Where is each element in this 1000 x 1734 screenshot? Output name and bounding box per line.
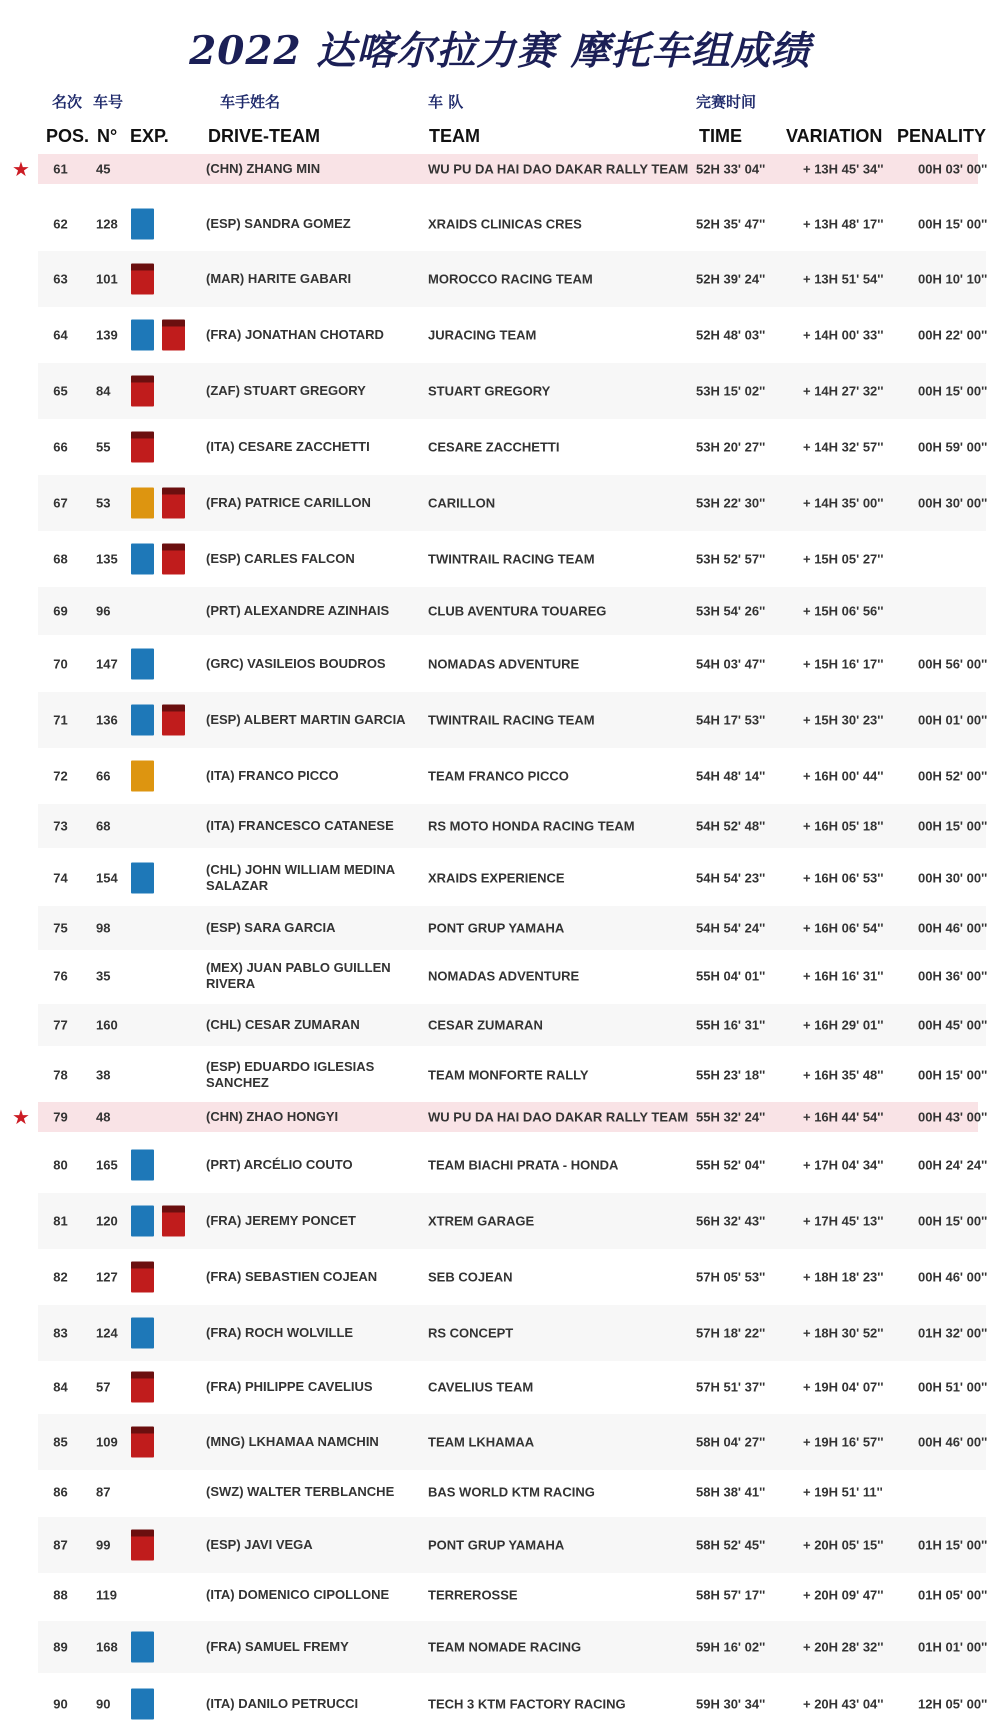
row-time: 52H 35' 47'' <box>696 216 766 232</box>
table-row <box>38 307 986 363</box>
row-number: 45 <box>96 161 111 177</box>
row-driver: (ESP) CARLES FALCON <box>206 551 355 566</box>
row-variation: + 13H 48' 17'' <box>803 216 884 232</box>
row-team: TEAM BIACHI PRATA - HONDA <box>428 1157 619 1173</box>
row-variation: + 16H 16' 31'' <box>803 968 884 984</box>
row-driver: (CHL) JOHN WILLIAM MEDINA SALAZAR <box>206 862 395 893</box>
row-variation: + 14H 32' 57'' <box>803 439 884 455</box>
row-pos: 65 <box>53 383 68 399</box>
row-number: 154 <box>96 870 118 886</box>
row-team: TEAM LKHAMAA <box>428 1434 535 1450</box>
row-team: XTREM GARAGE <box>428 1213 535 1229</box>
row-penalty: 00H 30' 00'' <box>918 495 988 511</box>
header-time: TIME <box>699 126 742 146</box>
row-driver: (ITA) CESARE ZACCHETTI <box>206 439 370 454</box>
row-driver: (SWZ) WALTER TERBLANCHE <box>206 1484 395 1499</box>
row-driver: (ESP) SARA GARCIA <box>206 920 336 935</box>
red-experience-badge-icon <box>162 320 185 351</box>
row-penalty: 12H 05' 00'' <box>918 1696 988 1712</box>
table-row <box>38 1414 986 1470</box>
row-team: TEAM MONFORTE RALLY <box>428 1067 589 1083</box>
row-penalty: 00H 46' 00'' <box>918 920 988 936</box>
header-exp: EXP. <box>130 126 169 146</box>
row-number: 127 <box>96 1269 118 1285</box>
blue-experience-badge-icon <box>131 1206 154 1237</box>
row-pos: 78 <box>53 1067 68 1083</box>
row-pos: 74 <box>53 870 68 886</box>
row-number: 57 <box>96 1379 111 1395</box>
row-number: 119 <box>96 1587 117 1603</box>
row-penalty: 00H 52' 00'' <box>918 768 988 784</box>
red-experience-badge-icon <box>131 1262 154 1293</box>
row-time: 59H 16' 02'' <box>696 1639 766 1655</box>
header-pos: POS. <box>46 126 90 146</box>
row-driver: (GRC) VASILEIOS BOUDROS <box>206 656 386 671</box>
row-number: 160 <box>96 1017 118 1033</box>
row-pos: 90 <box>53 1696 68 1712</box>
row-penalty: 00H 51' 00'' <box>918 1379 988 1395</box>
row-penalty: 00H 03' 00'' <box>918 161 988 177</box>
row-time: 53H 22' 30'' <box>696 495 766 511</box>
row-team: CESARE ZACCHETTI <box>428 439 560 455</box>
table-row <box>38 1621 986 1673</box>
row-time: 54H 48' 14'' <box>696 768 766 784</box>
row-number: 96 <box>96 603 111 619</box>
row-pos: 76 <box>53 968 68 984</box>
row-team: JURACING TEAM <box>428 327 537 343</box>
row-pos: 71 <box>53 712 68 728</box>
table-row <box>38 1676 986 1732</box>
row-pos: 69 <box>53 603 68 619</box>
row-time: 58H 04' 27'' <box>696 1434 766 1450</box>
row-variation: + 15H 30' 23'' <box>803 712 884 728</box>
row-variation: + 19H 51' 11'' <box>803 1484 883 1500</box>
table-row <box>38 531 986 587</box>
row-penalty: 00H 46' 00'' <box>918 1269 988 1285</box>
row-pos: 75 <box>53 920 68 936</box>
row-variation: + 15H 05' 27'' <box>803 551 884 567</box>
row-time: 54H 03' 47'' <box>696 656 766 672</box>
row-driver: (PRT) ALEXANDRE AZINHAIS <box>206 603 390 618</box>
blue-experience-badge-icon <box>131 1318 154 1349</box>
red-experience-badge-icon <box>131 1530 154 1561</box>
row-driver: (FRA) PHILIPPE CAVELIUS <box>206 1379 373 1394</box>
blue-experience-badge-icon <box>131 1150 154 1181</box>
row-pos: 73 <box>53 818 68 834</box>
row-variation: + 16H 29' 01'' <box>803 1017 884 1033</box>
row-driver: (FRA) ROCH WOLVILLE <box>206 1325 354 1340</box>
row-time: 55H 04' 01'' <box>696 968 766 984</box>
header-driver: DRIVE-TEAM <box>208 126 320 146</box>
red-experience-badge-icon <box>131 1427 154 1458</box>
row-driver: (ITA) DOMENICO CIPOLLONE <box>206 1587 390 1602</box>
row-variation: + 16H 06' 53'' <box>803 870 884 886</box>
row-team: XRAIDS CLINICAS CRES <box>428 216 582 232</box>
row-number: 135 <box>96 551 118 567</box>
row-pos: 86 <box>53 1484 68 1500</box>
row-variation: + 16H 05' 18'' <box>803 818 884 834</box>
row-time: 54H 52' 48'' <box>696 818 766 834</box>
star-icon: ★ <box>12 1105 30 1129</box>
row-pos: 77 <box>53 1017 68 1033</box>
page-title: 2022 达喀尔拉力赛 摩托车组成绩 <box>189 28 811 74</box>
row-pos: 70 <box>53 656 68 672</box>
blue-experience-badge-icon <box>131 1689 154 1720</box>
row-team: TEAM NOMADE RACING <box>428 1639 582 1655</box>
table-row <box>38 251 986 307</box>
row-penalty: 01H 05' 00'' <box>918 1587 988 1603</box>
red-experience-badge-icon <box>131 432 154 463</box>
row-penalty: 00H 15' 00'' <box>918 216 988 232</box>
row-variation: + 15H 16' 17'' <box>803 656 884 672</box>
row-driver: (FRA) SEBASTIEN COJEAN <box>206 1269 378 1284</box>
row-driver: (ITA) FRANCESCO CATANESE <box>206 818 394 833</box>
row-number: 55 <box>96 439 111 455</box>
row-driver: (ESP) ALBERT MARTIN GARCIA <box>206 712 406 727</box>
row-driver: (CHN) ZHAO HONGYI <box>206 1109 339 1124</box>
row-time: 55H 16' 31'' <box>696 1017 766 1033</box>
row-time: 53H 52' 57'' <box>696 551 766 567</box>
cn-header-driver: 车手姓名 <box>220 93 281 111</box>
row-variation: + 16H 06' 54'' <box>803 920 884 936</box>
header-num: N° <box>97 126 118 146</box>
row-number: 84 <box>96 383 111 399</box>
row-driver: (ESP) EDUARDO IGLESIAS SANCHEZ <box>206 1059 375 1090</box>
red-experience-badge-icon <box>131 1372 154 1403</box>
row-team: TWINTRAIL RACING TEAM <box>428 712 595 728</box>
row-team: RS CONCEPT <box>428 1325 514 1341</box>
table-row <box>38 475 986 531</box>
row-variation: + 17H 04' 34'' <box>803 1157 884 1173</box>
row-pos: 81 <box>53 1213 68 1229</box>
row-number: 168 <box>96 1639 118 1655</box>
row-penalty: 00H 46' 00'' <box>918 1434 988 1450</box>
row-team: CAVELIUS TEAM <box>428 1379 534 1395</box>
table-row <box>38 636 986 692</box>
table-row <box>38 1517 986 1573</box>
row-time: 52H 39' 24'' <box>696 271 766 287</box>
row-variation: + 13H 45' 34'' <box>803 161 884 177</box>
table-row <box>38 1361 986 1413</box>
row-time: 52H 33' 04'' <box>696 161 766 177</box>
row-variation: + 15H 06' 56'' <box>803 603 884 619</box>
row-team: XRAIDS EXPERIENCE <box>428 870 565 886</box>
row-driver: (FRA) JEREMY PONCET <box>206 1213 356 1228</box>
row-variation: + 20H 09' 47'' <box>803 1587 884 1603</box>
red-experience-badge-icon <box>162 488 185 519</box>
header-team: TEAM <box>429 126 480 146</box>
row-team: WU PU DA HAI DAO DAKAR RALLY TEAM <box>428 1109 689 1125</box>
row-penalty: 00H 56' 00'' <box>918 656 988 672</box>
row-team: MOROCCO RACING TEAM <box>428 271 593 287</box>
row-driver: (FRA) SAMUEL FREMY <box>206 1639 349 1654</box>
row-time: 55H 52' 04'' <box>696 1157 766 1173</box>
row-time: 55H 23' 18'' <box>696 1067 766 1083</box>
cn-header-time: 完赛时间 <box>696 93 757 111</box>
red-experience-badge-icon <box>131 376 154 407</box>
orange-experience-badge-icon <box>131 761 154 792</box>
cn-header-team: 车 队 <box>428 93 464 111</box>
row-variation: + 13H 51' 54'' <box>803 271 884 287</box>
row-number: 101 <box>96 271 118 287</box>
row-penalty: 01H 15' 00'' <box>918 1537 988 1553</box>
table-row <box>38 692 986 748</box>
row-time: 53H 20' 27'' <box>696 439 766 455</box>
row-driver: (ESP) JAVI VEGA <box>206 1537 313 1552</box>
row-team: TEAM FRANCO PICCO <box>428 768 569 784</box>
row-penalty: 00H 01' 00'' <box>918 712 988 728</box>
row-team: TWINTRAIL RACING TEAM <box>428 551 595 567</box>
row-number: 98 <box>96 920 111 936</box>
row-pos: 67 <box>53 495 68 511</box>
orange-experience-badge-icon <box>131 488 154 519</box>
table-row <box>38 748 986 804</box>
table-row <box>38 1102 988 1132</box>
red-experience-badge-icon <box>162 705 185 736</box>
row-variation: + 19H 16' 57'' <box>803 1434 884 1450</box>
blue-experience-badge-icon <box>131 209 154 240</box>
row-team: RS MOTO HONDA RACING TEAM <box>428 818 635 834</box>
row-time: 58H 57' 17'' <box>696 1587 766 1603</box>
table-row <box>38 1193 986 1249</box>
row-team: TECH 3 KTM FACTORY RACING <box>428 1696 626 1712</box>
table-row <box>38 1047 986 1103</box>
row-penalty: 00H 36' 00'' <box>918 968 988 984</box>
table-row <box>38 587 986 635</box>
blue-experience-badge-icon <box>131 705 154 736</box>
table-row <box>38 196 986 252</box>
row-variation: + 20H 28' 32'' <box>803 1639 884 1655</box>
row-driver: (ESP) SANDRA GOMEZ <box>206 216 351 231</box>
row-pos: 84 <box>53 1379 68 1395</box>
row-number: 90 <box>96 1696 111 1712</box>
row-time: 57H 51' 37'' <box>696 1379 766 1395</box>
row-penalty: 01H 32' 00'' <box>918 1325 988 1341</box>
row-penalty: 00H 43' 00'' <box>918 1109 988 1125</box>
red-experience-badge-icon <box>131 264 154 295</box>
row-pos: 83 <box>53 1325 68 1341</box>
row-team: TERREROSSE <box>428 1587 518 1603</box>
row-time: 56H 32' 43'' <box>696 1213 766 1229</box>
row-penalty: 00H 10' 10'' <box>918 271 988 287</box>
table-row <box>38 363 986 419</box>
row-variation: + 17H 45' 13'' <box>803 1213 884 1229</box>
table-row <box>38 850 986 906</box>
blue-experience-badge-icon <box>131 320 154 351</box>
blue-experience-badge-icon <box>131 863 154 894</box>
row-variation: + 19H 04' 07'' <box>803 1379 884 1395</box>
table-row <box>38 1004 986 1046</box>
row-driver: (MNG) LKHAMAA NAMCHIN <box>206 1434 379 1449</box>
cn-header-pos: 名次 <box>52 93 83 111</box>
row-number: 66 <box>96 768 111 784</box>
row-number: 87 <box>96 1484 111 1500</box>
red-experience-badge-icon <box>162 544 185 575</box>
row-time: 58H 38' 41'' <box>696 1484 766 1500</box>
row-time: 58H 52' 45'' <box>696 1537 766 1553</box>
star-icon: ★ <box>12 157 30 181</box>
row-team: CLUB AVENTURA TOUAREG <box>428 603 607 619</box>
row-number: 99 <box>96 1537 111 1553</box>
row-team: SEB COJEAN <box>428 1269 513 1285</box>
red-experience-badge-icon <box>162 1206 185 1237</box>
row-pos: 87 <box>53 1537 68 1553</box>
row-time: 52H 48' 03'' <box>696 327 766 343</box>
row-time: 54H 54' 24'' <box>696 920 766 936</box>
row-penalty: 01H 01' 00'' <box>918 1639 988 1655</box>
row-time: 53H 15' 02'' <box>696 383 766 399</box>
table-row <box>38 906 986 950</box>
cn-header-num: 车号 <box>93 93 124 111</box>
blue-experience-badge-icon <box>131 544 154 575</box>
row-team: NOMADAS ADVENTURE <box>428 968 580 984</box>
row-penalty: 00H 24' 24'' <box>918 1157 988 1173</box>
header-variation: VARIATION <box>786 126 883 146</box>
row-pos: 62 <box>53 216 68 232</box>
row-pos: 88 <box>53 1587 68 1603</box>
row-driver: (MEX) JUAN PABLO GUILLEN RIVERA <box>206 960 391 991</box>
row-team: WU PU DA HAI DAO DAKAR RALLY TEAM <box>428 161 689 177</box>
row-variation: + 16H 35' 48'' <box>803 1067 884 1083</box>
row-variation: + 14H 35' 00'' <box>803 495 884 511</box>
row-penalty: 00H 30' 00'' <box>918 870 988 886</box>
row-penalty: 00H 15' 00'' <box>918 1213 988 1229</box>
row-pos: 64 <box>53 327 68 343</box>
blue-experience-badge-icon <box>131 649 154 680</box>
row-driver: (CHN) ZHANG MIN <box>206 161 321 176</box>
table-row <box>38 1249 986 1305</box>
row-pos: 72 <box>53 768 68 784</box>
row-time: 54H 54' 23'' <box>696 870 766 886</box>
row-time: 57H 05' 53'' <box>696 1269 766 1285</box>
row-pos: 61 <box>53 161 68 177</box>
row-number: 120 <box>96 1213 118 1229</box>
row-penalty: 00H 45' 00'' <box>918 1017 988 1033</box>
table-row <box>38 1305 986 1361</box>
row-team: CESAR ZUMARAN <box>428 1017 543 1033</box>
row-number: 109 <box>96 1434 118 1450</box>
row-penalty: 00H 15' 00'' <box>918 383 988 399</box>
row-driver: (FRA) JONATHAN CHOTARD <box>206 327 384 342</box>
row-team: PONT GRUP YAMAHA <box>428 920 565 936</box>
table-row <box>38 1470 986 1514</box>
row-number: 35 <box>96 968 111 984</box>
table-row <box>38 950 986 1002</box>
row-number: 147 <box>96 656 118 672</box>
row-variation: + 16H 44' 54'' <box>803 1109 884 1125</box>
blue-experience-badge-icon <box>131 1632 154 1663</box>
header-penalty: PENALITY <box>897 126 987 146</box>
row-number: 165 <box>96 1157 118 1173</box>
row-variation: + 20H 05' 15'' <box>803 1537 884 1553</box>
row-number: 139 <box>96 327 118 343</box>
row-number: 48 <box>96 1109 111 1125</box>
row-driver: (ITA) FRANCO PICCO <box>206 768 339 783</box>
row-pos: 68 <box>53 551 68 567</box>
table-row <box>38 1573 986 1617</box>
table-row <box>38 154 988 184</box>
row-time: 55H 32' 24'' <box>696 1109 766 1125</box>
row-driver: (FRA) PATRICE CARILLON <box>206 495 371 510</box>
row-number: 53 <box>96 495 111 511</box>
row-pos: 66 <box>53 439 68 455</box>
row-pos: 85 <box>53 1434 68 1450</box>
row-pos: 80 <box>53 1157 68 1173</box>
row-penalty: 00H 15' 00'' <box>918 818 988 834</box>
table-row <box>38 419 986 475</box>
row-team: BAS WORLD KTM RACING <box>428 1484 595 1500</box>
row-number: 68 <box>96 818 111 834</box>
row-driver: (ITA) DANILO PETRUCCI <box>206 1696 359 1711</box>
row-variation: + 18H 18' 23'' <box>803 1269 884 1285</box>
row-team: STUART GREGORY <box>428 383 551 399</box>
row-penalty: 00H 59' 00'' <box>918 439 988 455</box>
row-pos: 79 <box>53 1109 68 1125</box>
row-pos: 82 <box>53 1269 68 1285</box>
row-number: 128 <box>96 216 118 232</box>
row-pos: 63 <box>53 271 68 287</box>
row-team: CARILLON <box>428 495 496 511</box>
row-penalty: 00H 15' 00'' <box>918 1067 988 1083</box>
table-row <box>38 804 986 848</box>
row-variation: + 14H 00' 33'' <box>803 327 884 343</box>
row-driver: (CHL) CESAR ZUMARAN <box>206 1017 360 1032</box>
row-number: 38 <box>96 1067 111 1083</box>
row-team: NOMADAS ADVENTURE <box>428 656 580 672</box>
row-pos: 89 <box>53 1639 68 1655</box>
row-time: 57H 18' 22'' <box>696 1325 766 1341</box>
row-time: 59H 30' 34'' <box>696 1696 766 1712</box>
row-variation: + 14H 27' 32'' <box>803 383 884 399</box>
row-number: 124 <box>96 1325 118 1341</box>
row-team: PONT GRUP YAMAHA <box>428 1537 565 1553</box>
row-driver: (PRT) ARCÉLIO COUTO <box>206 1157 353 1172</box>
row-driver: (ZAF) STUART GREGORY <box>206 383 366 398</box>
row-number: 136 <box>96 712 118 728</box>
row-penalty: 00H 22' 00'' <box>918 327 988 343</box>
table-row <box>38 1137 986 1193</box>
row-variation: + 16H 00' 44'' <box>803 768 884 784</box>
row-variation: + 20H 43' 04'' <box>803 1696 884 1712</box>
row-variation: + 18H 30' 52'' <box>803 1325 884 1341</box>
row-driver: (MAR) HARITE GABARI <box>206 271 352 286</box>
row-time: 54H 17' 53'' <box>696 712 766 728</box>
row-time: 53H 54' 26'' <box>696 603 766 619</box>
